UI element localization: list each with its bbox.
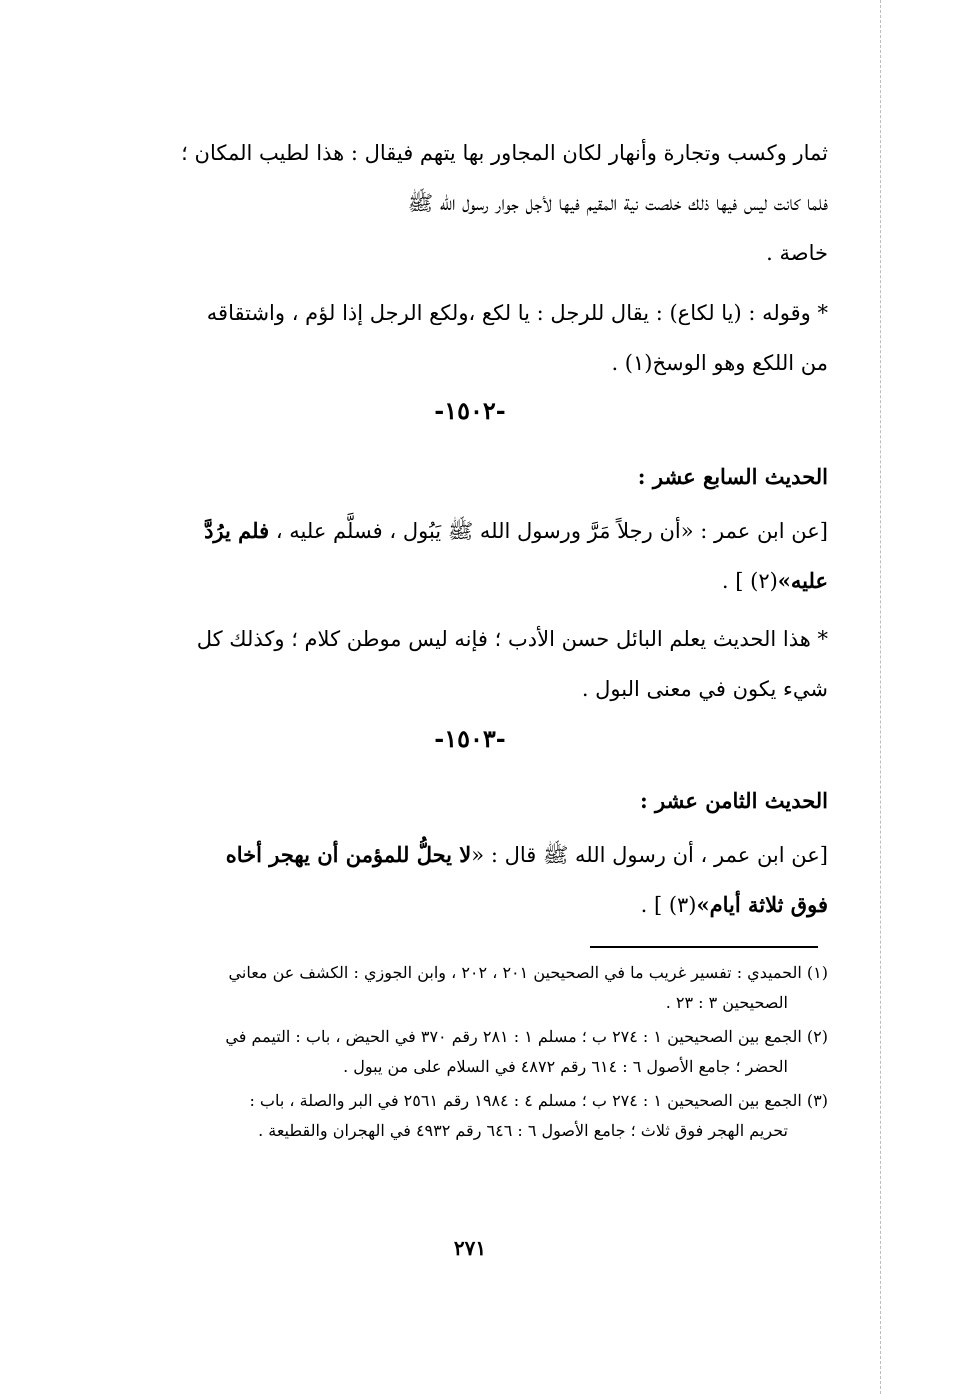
- hadith-1502-commentary: [112, 614, 828, 714]
- hadith-1502-text: [112, 506, 828, 606]
- hadith-1503-text: [112, 830, 828, 930]
- footnote-3: [112, 1086, 828, 1146]
- footnote-2-line-1: (٢) الجمع بين الصحيحين ١ : ٢٧٤ ب ؛ مسلم ١ : ٢٨١ رقم ٣٧٠ في الحيض ، باب : التيمم في: [225, 1027, 828, 1046]
- hadith-1503-text-line-2: [112, 880, 828, 930]
- hadith-number-1503: -١٥٠٣-: [434, 724, 506, 753]
- paragraph-1-line-3: خاصة .: [766, 241, 828, 265]
- hadith-1502-commentary-line-1: * هذا الحديث يعلم البائل حسن الأدب ؛ فإنه ليس موطن كلام ؛ وكذلك كل: [196, 627, 828, 651]
- hadith-1503-label: الحديث الثامن عشر :: [639, 788, 828, 813]
- paragraph-2: [112, 288, 828, 388]
- paragraph-1-line-1: ثمار وكسب وتجارة وأنهار لكان المجاور بها يتهم فيقال : هذا لطيب المكان ؛: [181, 141, 828, 165]
- hadith-1503-text-part-a: [عن ابن عمر ، أن رسول الله ﷺ قال : «: [471, 843, 828, 867]
- paragraph-2-line-1: * وقوله : (يا لكاع) : يقال للرجل : يا لكع ،ولكع الرجل إذا لؤم ، واشتقاقه: [206, 301, 828, 325]
- footnotes: [112, 958, 828, 1150]
- footnote-1: [112, 958, 828, 1018]
- hadith-1502-commentary-line-2: شيء يكون في معنى البول .: [581, 677, 828, 701]
- footnote-2: [112, 1022, 828, 1082]
- paragraph-2-line-2: من اللكع وهو الوسخ(١) .: [611, 351, 828, 375]
- footnote-2-line-2: الحضر ؛ جامع الأصول ٦ : ٦١٤ رقم ٤٨٧٢ في السلام على من يبول .: [343, 1057, 788, 1076]
- margin-guide-line: [880, 0, 881, 1394]
- hadith-1503-text-line-1: [112, 830, 828, 880]
- page-number: ٢٧١: [453, 1236, 487, 1260]
- hadith-1502-text-line-2: [112, 556, 828, 606]
- hadith-1502-text-line: [112, 506, 828, 556]
- footnote-3-line-1: (٣) الجمع بين الصحيحين ١ : ٢٧٤ ب ؛ مسلم ٤ : ١٩٨٤ رقم ٢٥٦١ في البر والصلة ، باب :: [249, 1091, 828, 1110]
- footnote-separator: [590, 946, 818, 948]
- hadith-1502-text-part-b: فلم يرُدَّ: [204, 518, 270, 543]
- hadith-number-1502: -١٥٠٢-: [434, 396, 506, 425]
- paragraph-1: [112, 128, 828, 278]
- footnote-1-line-1: (١) الحميدي : تفسير غريب ما في الصحيحين ٢٠١ ، ٢٠٢ ، وابن الجوزي : الكشف عن معاني: [228, 963, 828, 982]
- footnote-3-line-2: تحريم الهجر فوق ثلاث ؛ جامع الأصول ٦ : ٦٤٦ رقم ٤٩٣٢ في الهجران والقطيعة .: [258, 1121, 788, 1140]
- hadith-1502-text-part-c: عليه»: [777, 568, 828, 593]
- footnote-1-line-2: الصحيحين ٣ : ٢٣ .: [665, 993, 788, 1012]
- hadith-1503-text-part-c: فوق ثلاثة أيام»: [696, 892, 828, 917]
- hadith-1503-text-part-d: (٣) ] .: [640, 893, 697, 917]
- paragraph-1-line-2: فلما كانت ليس فيها ذلك خلصت نية المقيم فيها لأجل جوار رسول الله ﷺ: [407, 191, 828, 215]
- hadith-1502-text-part-a: [عن ابن عمر : «أن رجلاً مَرَّ ورسول الله ﷺ يَبُول ، فسلَّم عليه ،: [269, 519, 828, 543]
- hadith-1502-text-part-d: (٢) ] .: [721, 569, 778, 593]
- hadith-1502-label: الحديث السابع عشر :: [637, 464, 828, 489]
- hadith-1503-text-part-b: لا يحلُّ للمؤمن أن يهجر أخاه: [225, 842, 472, 867]
